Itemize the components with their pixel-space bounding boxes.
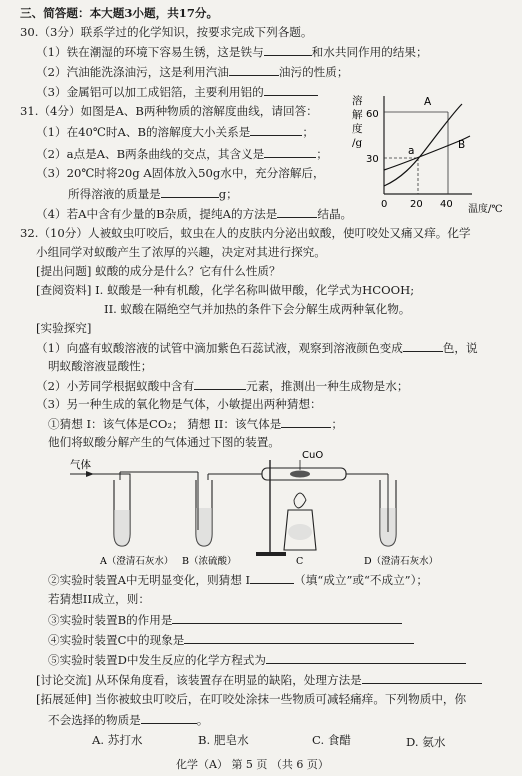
q32-exp2-tail: 元素，推测出一种生成物是水； [246,379,409,393]
q31-item2-tail: ； [316,147,328,161]
q31-item1-tail: ； [302,125,314,139]
page-footer: 化学（A） 第 5 页 （共 6 页） [176,758,329,771]
q31-item1-text: （1）在40℃时A、B的溶解度大小关系是 [36,125,251,139]
q32-exp1-text: （1）向盛有蚁酸溶液的试管中滴加紫色石蕊试液，观察到溶液颜色变成 [36,341,403,355]
q31-item3-text2: 所得溶液的质量是 [68,187,161,201]
gas-label: 气体 [70,459,91,471]
q32-blank-color[interactable] [403,340,443,352]
q32-blank-element[interactable] [194,378,246,390]
q32-blank-guess2[interactable] [281,416,331,428]
q32-step2-text: ②实验时装置A中无明显变化，则猜想 I [48,573,251,587]
q32-guess [48,416,343,432]
curve-a-label: A [424,96,432,108]
graph-ylabel-3: 度 [352,123,363,135]
q32-blank-disc[interactable] [362,672,482,684]
q32-info-1: [查阅资料] I. 蚁酸是一种有机酸，化学名称叫做甲酸，化学式为HCOOH; [36,283,415,297]
q32-extension-2 [48,712,208,728]
q30-item1 [36,44,428,60]
q32-explore: [实验探究] [36,321,92,335]
q32-step3-text: ③实验时装置B的作用是 [48,613,173,627]
q32-ask: [提出问题] 蚁酸的成分是什么？它有什么性质？ [36,264,281,278]
gas-arrow-icon [86,471,94,477]
stand-base [256,552,286,556]
q32-extension-1: [拓展延伸] 当你被蚊虫叮咬后，在叮咬处涂抹一些物质可减轻痛痒。下列物质中，你 [36,692,467,706]
q30-item1-tail: 和水共同作用的结果； [311,45,428,59]
q32-blank-step3[interactable] [172,612,402,624]
section-header: 三、简答题：本大题3小题，共17分。 [20,6,219,20]
q30-blank2[interactable] [229,64,279,76]
label-a: A（澄清石灰水） [100,556,174,567]
intersection-label: a [408,145,415,157]
option-b[interactable]: B. 肥皂水 [198,733,249,747]
q32-exp1 [36,340,478,356]
q30-stem: 30.（3分）联系学过的化学知识，按要求完成下列各题。 [20,25,313,39]
q31-blank2[interactable] [264,146,316,158]
q32-exp2-text: （2）小芳同学根据蚁酸中含有 [36,379,195,393]
cuo-label: CuO [302,450,324,461]
q30-item2-text: （2）汽油能洗涤油污，这是利用汽油 [36,65,229,79]
q32-step2-line2: 若猜想II成立，则： [48,592,150,606]
q31-blank3[interactable] [161,186,219,198]
q31-stem: 31.（4分）如图是A、B两种物质的溶解度曲线，请回答： [20,104,318,118]
q31-item3-tail: g； [218,187,238,201]
q32-blank-step5[interactable] [266,652,466,664]
graph-xtick-20: 20 [410,199,423,210]
graph-ylabel-1: 溶 [352,95,363,107]
tube-a-liquid [114,510,130,546]
option-c[interactable]: C. 食醋 [312,733,352,747]
q32-extension-tail: 。 [196,713,209,727]
q32-info-2: II. 蚁酸在隔绝空气并加热的条件下会分解生成两种氧化物。 [104,302,411,316]
q31-item4 [36,206,352,222]
q32-exp2 [36,378,408,394]
flame-icon [294,493,306,508]
q32-extension-text: 不会选择的物质是 [48,713,141,727]
label-d: D（澄清石灰水） [364,556,439,567]
q30-item2 [36,64,348,80]
cuo-powder [290,471,310,478]
option-a[interactable]: A. 苏打水 [92,733,143,747]
q31-blank1[interactable] [250,124,302,136]
q30-item1-text: （1）铁在潮湿的环境下容易生锈，这是铁与 [36,45,264,59]
graph-xtick-0: 0 [381,199,388,210]
solubility-graph [352,90,522,215]
q32-exp1-tail: 色，说 [442,341,478,355]
q32-step5 [48,652,466,668]
graph-ylabel-2: 解 [352,109,363,121]
q32-blank-ext[interactable] [141,712,197,724]
q32-step4-text: ④实验时装置C中的现象是 [48,633,185,647]
q31-blank4[interactable] [277,206,317,218]
q32-stem-1: 32.（10分）人被蚊虫叮咬后，蚊虫在人的皮肤内分泌出蚁酸，使叮咬处又痛又痒。化学 [20,226,471,240]
graph-ytick-30: 30 [366,154,379,165]
q31-item4-text: （4）若A中含有少量的B杂质，提纯A的方法是 [36,207,278,221]
graph-xlabel: 温度/℃ [468,204,503,215]
label-c: C [296,556,304,567]
q32-discussion [36,672,482,688]
q31-item3-line2 [68,186,238,202]
q32-stem-2: 小组同学对蚁酸产生了浓厚的兴趣，决定对其进行探究。 [36,245,326,259]
q31-item2-text: （2）a点是A、B两条曲线的交点，其含义是 [36,147,265,161]
q31-item2 [36,146,328,162]
q31-item1 [36,124,314,140]
q32-blank-step4[interactable] [184,632,414,644]
q30-blank1[interactable] [264,44,312,56]
q32-step4 [48,632,414,648]
lamp-fuel [288,524,312,540]
q32-guess-text: ①猜想 I：该气体是CO₂； 猜想 II：该气体是 [48,417,282,431]
q32-device-intro: 他们将蚁酸分解产生的气体通过下图的装置。 [48,435,280,449]
q32-exp3: （3）另一种生成的氧化物是气体，小敏提出两种猜想： [36,397,322,411]
q32-blank-step2[interactable] [250,572,294,584]
curve-b-label: B [458,139,466,151]
apparatus-diagram [70,450,450,568]
q32-step2-tail: （填“成立”或“不成立”）； [294,573,428,587]
q32-exp1-line2: 明蚁酸溶液显酸性； [48,359,153,373]
q31-item3: （3）20℃时将20g A固体放入50g水中，充分溶解后， [36,166,325,180]
label-b: B（浓硫酸） [182,556,237,567]
q31-item4-tail: 结晶。 [317,207,353,221]
option-d[interactable]: D. 氨水 [406,735,446,749]
graph-ylabel-4: /g [352,137,363,149]
q30-blank3[interactable] [264,84,318,96]
q30-item3 [36,84,318,100]
q32-discussion-text: [讨论交流] 从环保角度看，该装置存在明显的缺陷，处理方法是 [36,673,362,687]
graph-xtick-40: 40 [440,199,453,210]
q32-guess-tail: ； [331,417,343,431]
graph-ytick-60: 60 [366,109,379,120]
q30-item3-text: （3）金属铝可以加工成铝箔，主要利用铝的 [36,85,264,99]
q32-step3 [48,612,402,628]
q30-item2-tail: 油污的性质； [278,65,349,79]
q32-step5-text: ⑤实验时装置D中发生反应的化学方程式为 [48,653,266,667]
q32-step2 [48,572,428,588]
